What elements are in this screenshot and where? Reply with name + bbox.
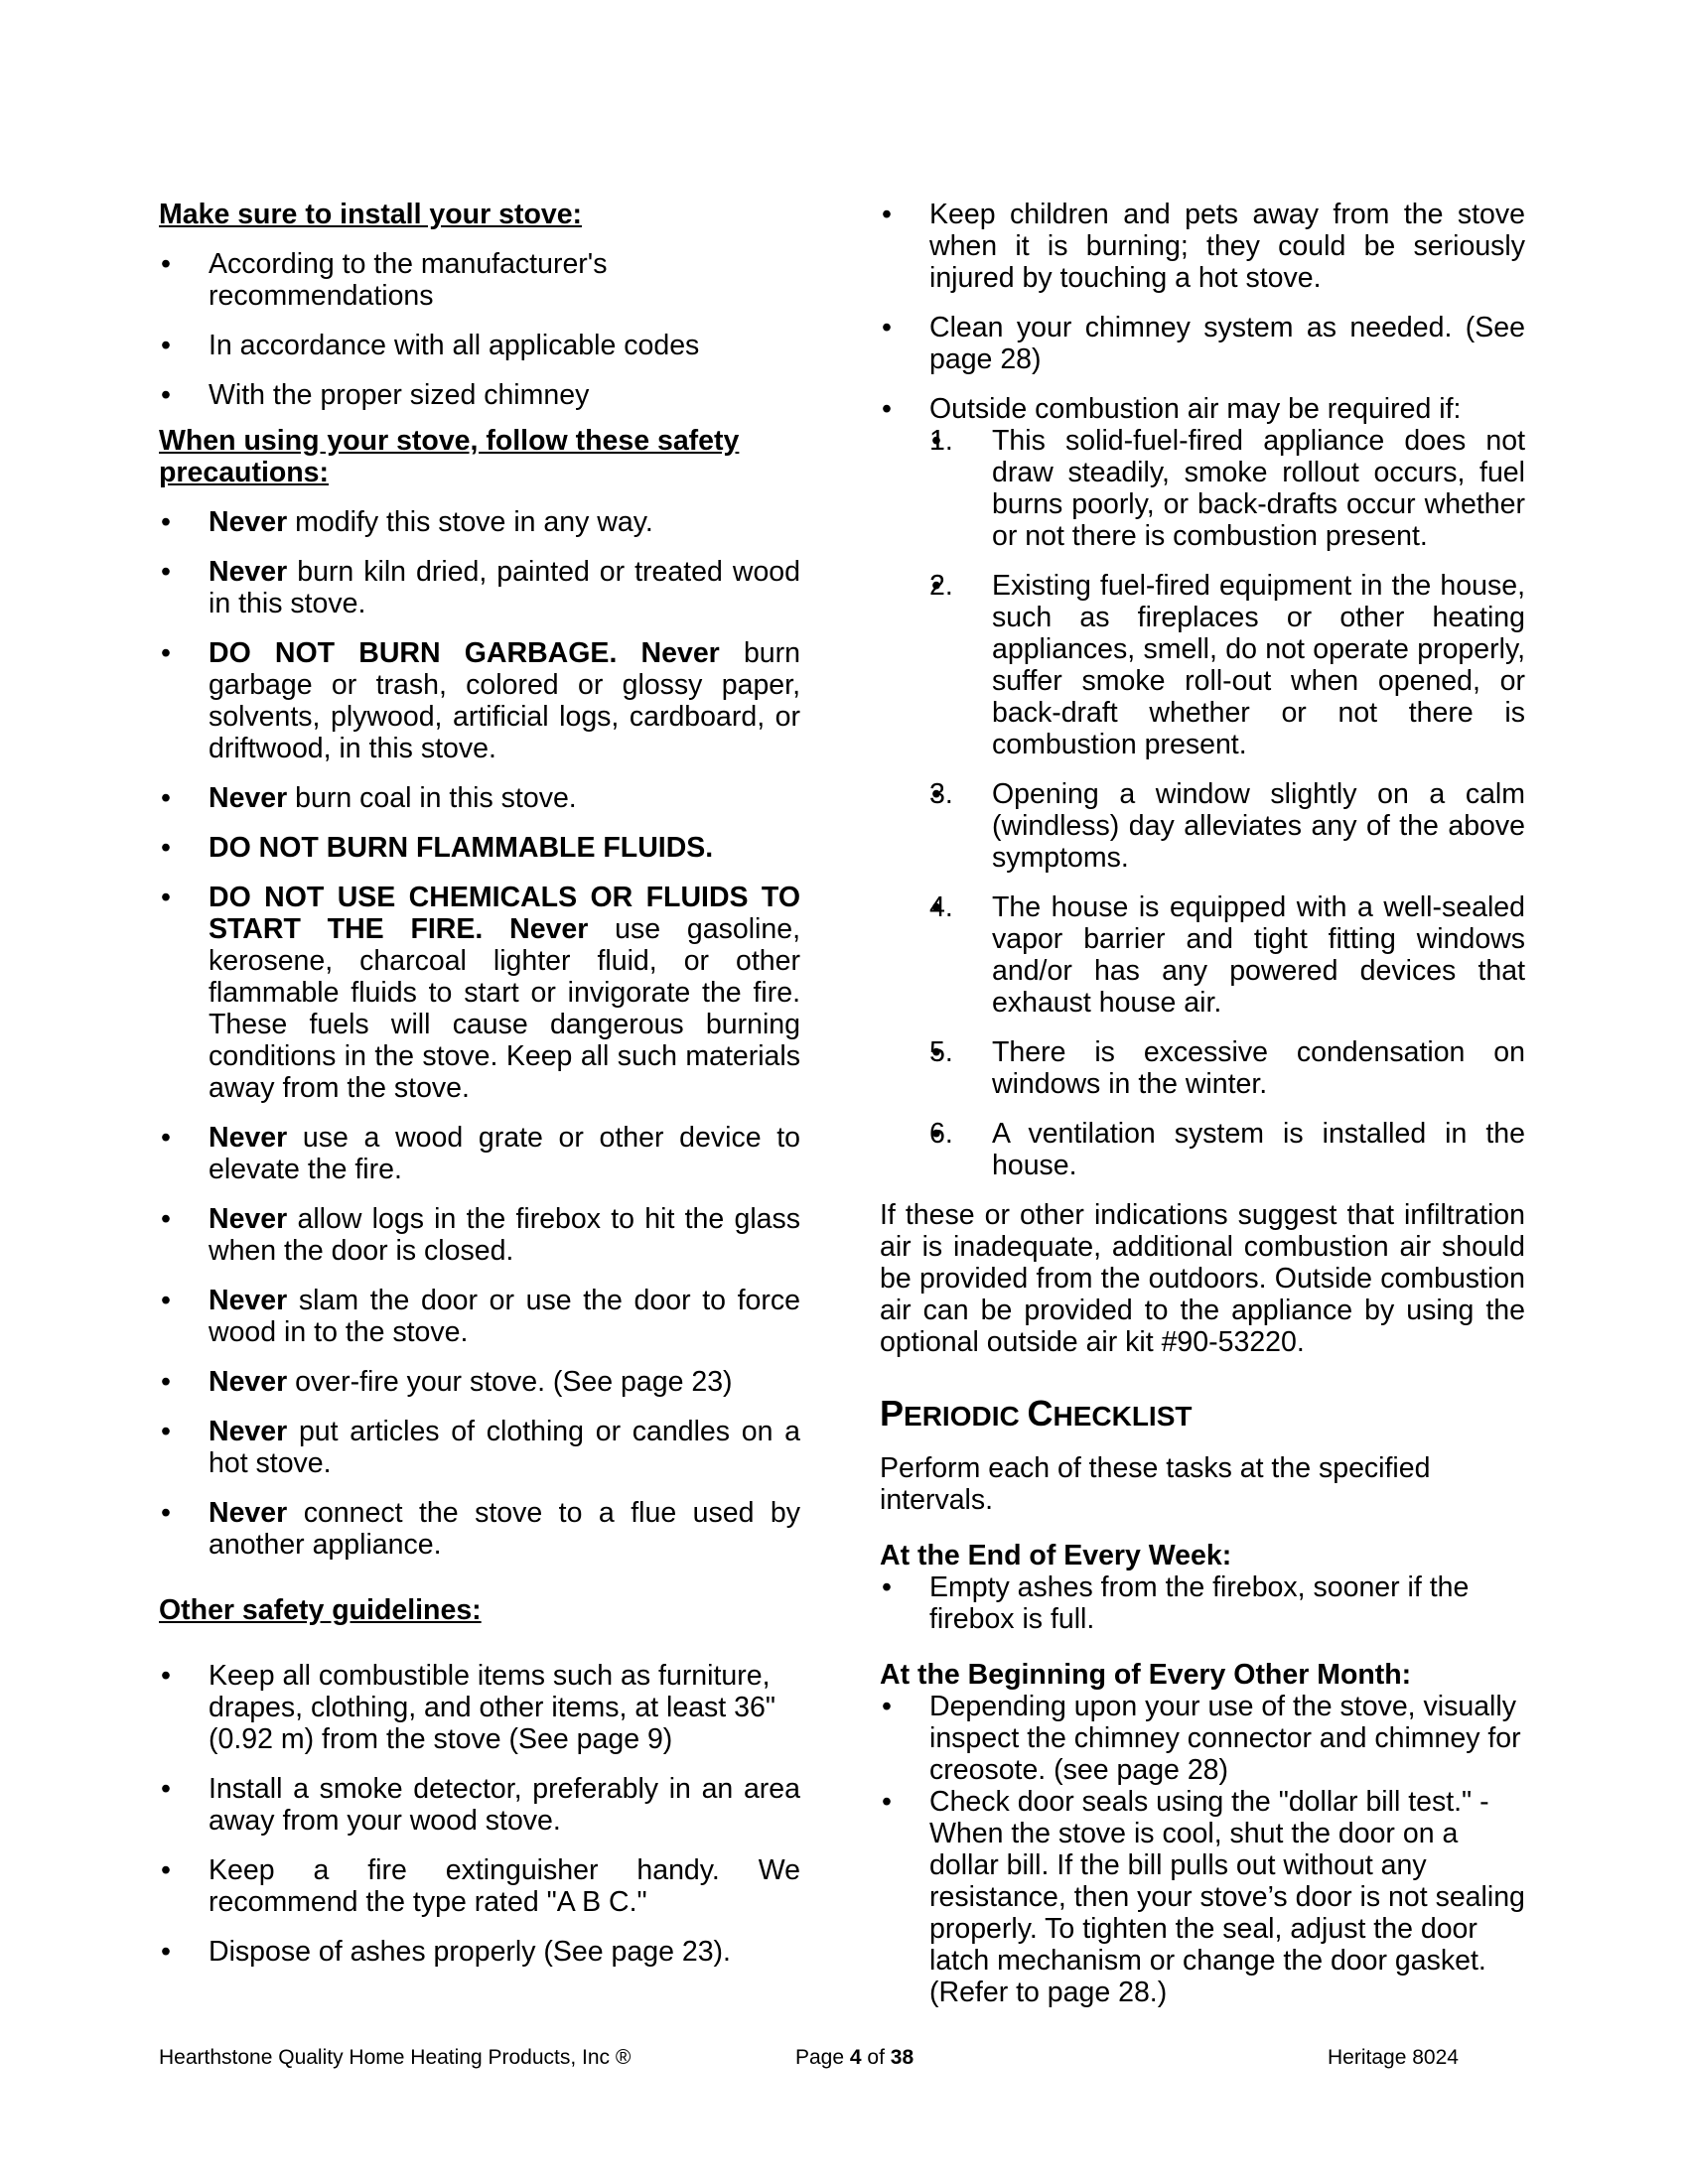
checklist-intro: Perform each of these tasks at the specified intervals.	[880, 1452, 1431, 1516]
infiltration-paragraph: If these or other indications suggest that infiltration air is inadequate, additional combustion air should be provided from the outdoors. Outside combustion air can be provided to the appliance by using the optional outside air kit #90-53220.	[880, 1199, 1525, 1358]
list-item: • Never slam the door or use the door to force wood in to the stove.	[159, 1285, 800, 1348]
condition-item: • 5. There is excessive condensation on windows in the winter.	[929, 1036, 1525, 1100]
install-list	[159, 248, 800, 411]
left-column	[159, 199, 800, 1985]
week-heading: At the End of Every Week:	[880, 1540, 1232, 1571]
other-safety-heading: Other safety guidelines:	[159, 1594, 482, 1626]
list-item: • Keep children and pets away from the stove when it is burning; they could be seriously injured by touching a hot stove.	[880, 199, 1525, 294]
list-item: • Never put articles of clothing or candles on a hot stove.	[159, 1416, 800, 1479]
list-item: • Keep all combustible items such as furniture, drapes, clothing, and other items, at least 36" (0.92 m) from the stove (See page 9)	[159, 1660, 800, 1755]
list-item: • With the proper sized chimney	[159, 379, 800, 411]
list-item: • Never use a wood grate or other device to elevate the fire.	[159, 1122, 800, 1185]
conditions-list	[929, 425, 1525, 1181]
list-item: • Clean your chimney system as needed. (See page 28)	[880, 312, 1525, 375]
list-item: • According to the manufacturer's recommendations	[159, 248, 800, 312]
section-title: PERIODIC CHECKLIST	[880, 1393, 1193, 1433]
list-item: • In accordance with all applicable codes	[159, 330, 800, 361]
list-item: • DO NOT USE CHEMICALS OR FLUIDS TO START THE FIRE. Never use gasoline, kerosene, charcoal lighter fluid, or other flammable fluids to start or invigorate the fire. These fuels will cause dangerous burning conditions in the stove. Keep all such materials away from the stove.	[159, 882, 800, 1104]
precautions-list	[159, 506, 800, 1561]
precautions-heading: When using your stove, follow these safety precautions:	[159, 425, 740, 488]
month-heading: At the Beginning of Every Other Month:	[880, 1659, 1412, 1691]
right-bullets	[880, 199, 1525, 1181]
month-list	[880, 1691, 1525, 2008]
condition-item: • 1. This solid-fuel-fired appliance does not draw steadily, smoke rollout occurs, fuel burns poorly, or back-drafts occur whether or not there is combustion present.	[929, 425, 1525, 552]
right-column	[880, 199, 1525, 2008]
list-item: • Check door seals using the "dollar bill test." - When the stove is cool, shut the door on a dollar bill. If the bill pulls out without any resistance, then your stove’s door is not sealing properly. To tighten the seal, adjust the door latch mechanism or change the door gasket. (Refer to page 28.)	[880, 1786, 1525, 2008]
list-item: • Depending upon your use of the stove, visually inspect the chimney connector and chimney for creosote. (see page 28)	[880, 1691, 1525, 1786]
list-item: • Never connect the stove to a flue used by another appliance.	[159, 1497, 800, 1561]
list-item: • Never burn kiln dried, painted or treated wood in this stove.	[159, 556, 800, 619]
list-item: • Empty ashes from the firebox, sooner if the firebox is full.	[880, 1571, 1525, 1635]
list-item: • DO NOT BURN FLAMMABLE FLUIDS.	[159, 832, 800, 864]
condition-item: • 6. A ventilation system is installed in the house.	[929, 1118, 1525, 1181]
condition-item: • 2. Existing fuel-fired equipment in the house, such as fireplaces or other heating appliances, smell, do not operate properly, suffer smoke roll-out when opened, or back-draft whether or not there is combustion present.	[929, 570, 1525, 760]
list-item: • Install a smoke detector, preferably in an area away from your wood stove.	[159, 1773, 800, 1837]
footer-page-number: Page 4 of 38	[795, 2046, 914, 2069]
week-list	[880, 1571, 1525, 1635]
other-safety-list	[159, 1660, 800, 1968]
list-item: • DO NOT BURN GARBAGE. Never burn garbage or trash, colored or glossy paper, solvents, plywood, artificial logs, cardboard, or driftwood, in this stove.	[159, 637, 800, 764]
install-heading: Make sure to install your stove:	[159, 199, 583, 230]
list-item: • Never allow logs in the firebox to hit the glass when the door is closed.	[159, 1203, 800, 1267]
condition-item: • 4. The house is equipped with a well-sealed vapor barrier and tight fitting windows and/or has any powered devices that exhaust house air.	[929, 891, 1525, 1019]
list-item: • Dispose of ashes properly (See page 23).	[159, 1936, 800, 1968]
list-item: • Keep a fire extinguisher handy. We recommend the type rated "A B C."	[159, 1854, 800, 1918]
condition-item: • 3. Opening a window slightly on a calm (windless) day alleviates any of the above symptoms.	[929, 778, 1525, 874]
footer-model: Heritage 8024	[1328, 2046, 1459, 2069]
list-item: • Never over-fire your stove. (See page 23)	[159, 1366, 800, 1398]
list-item: • Never modify this stove in any way.	[159, 506, 800, 538]
footer-company: Hearthstone Quality Home Heating Products, Inc ®	[159, 2046, 632, 2069]
list-item: • Never burn coal in this stove.	[159, 782, 800, 814]
list-item: • Outside combustion air may be required if: • 1. This solid-fuel-fired appliance does not draw steadily, smoke rollout occurs, fuel burns poorly, or back-drafts occur whether or not there is combustion present. • 2. Existing fuel-fired equipment in the house, such as fireplaces or other heating appliances, smell, do not operate properly, suffer smoke roll-out when opened, or back-draft whether or not there is combustion present. • 3. Opening a window slightly on a calm (windless) day alleviates any of the above symptoms. • 4. The house is equipped with a well-sealed vapor barrier and tight fitting windows and/or has any powered devices that exhaust house air. • 5. There is excessive condensation on windows in the winter. • 6. A ventilation system is installed in the house.	[880, 393, 1525, 1181]
